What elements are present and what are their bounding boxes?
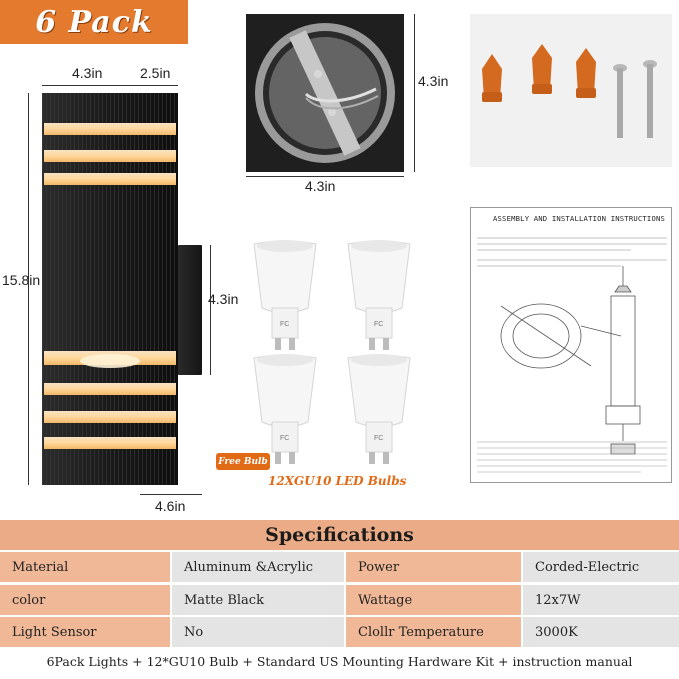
- spec-value: Aluminum &Acrylic: [172, 552, 344, 582]
- specifications-table: [0, 552, 679, 648]
- spec-value: 3000K: [523, 617, 679, 647]
- instruction-manual-image: [470, 207, 672, 483]
- spec-value: Corded-Electric: [523, 552, 679, 582]
- bulb-fc-mark: FC: [280, 435, 290, 442]
- spec-key: Material: [0, 552, 170, 582]
- width-dimension-line: [42, 85, 134, 86]
- spec-key: Power: [346, 552, 521, 582]
- mount-width-line: [140, 494, 202, 495]
- plate-width-line: [246, 176, 404, 177]
- table-row: [0, 617, 679, 647]
- manual-title: ASSEMBLY AND INSTALLATION INSTRUCTIONS: [493, 214, 666, 223]
- bulb-fc-mark: FC: [280, 321, 290, 328]
- gu10-bulb-icon: [250, 238, 320, 356]
- pack-badge-label: 6 Pack: [35, 4, 153, 40]
- plate-width-label: 4.3in: [305, 178, 336, 194]
- lamp-width-label: 4.3in: [72, 65, 103, 81]
- plate-height-label: 4.3in: [418, 73, 449, 89]
- wall-mount-bracket: [178, 245, 202, 375]
- spec-value: 12x7W: [523, 585, 679, 615]
- spec-key: Wattage: [346, 585, 521, 615]
- plate-height-line: [414, 14, 415, 172]
- gu10-bulb-icon: [344, 352, 414, 470]
- spec-key: Light Sensor: [0, 617, 170, 647]
- bulb-caption: 12XGU10 LED Bulbs: [268, 474, 407, 488]
- spec-value: Matte Black: [172, 585, 344, 615]
- bulb-fc-mark: FC: [374, 435, 384, 442]
- free-bulb-tag: Free Bulb: [216, 453, 270, 470]
- mount-width-label: 4.6in: [155, 498, 186, 514]
- height-dimension-line: [28, 93, 29, 485]
- wall-lamp-image: [42, 93, 178, 485]
- hardware-kit-image: [470, 14, 672, 167]
- specifications-header: [0, 520, 679, 550]
- spec-key: Clollr Temperature: [346, 617, 521, 647]
- pack-badge: [0, 0, 188, 44]
- specifications-title: Specifications: [265, 524, 414, 546]
- mounting-plate-image: [246, 14, 404, 172]
- bulb-fc-mark: FC: [374, 321, 384, 328]
- installation-diagram: [471, 226, 672, 483]
- lamp-height-label: 15.8in: [2, 272, 41, 288]
- table-row: [0, 552, 679, 582]
- depth-dimension-line: [134, 85, 178, 86]
- mount-height-line: [210, 245, 211, 375]
- mount-height-label: 4.3in: [208, 291, 239, 307]
- spec-key: color: [0, 585, 170, 615]
- gu10-bulb-icon: [344, 238, 414, 356]
- spec-value: No: [172, 617, 344, 647]
- package-contents: 6Pack Lights + 12*GU10 Bulb + Standard US Mounting Hardware Kit + instruction manual: [46, 654, 633, 669]
- table-row: [0, 585, 679, 615]
- lamp-depth-label: 2.5in: [140, 65, 171, 81]
